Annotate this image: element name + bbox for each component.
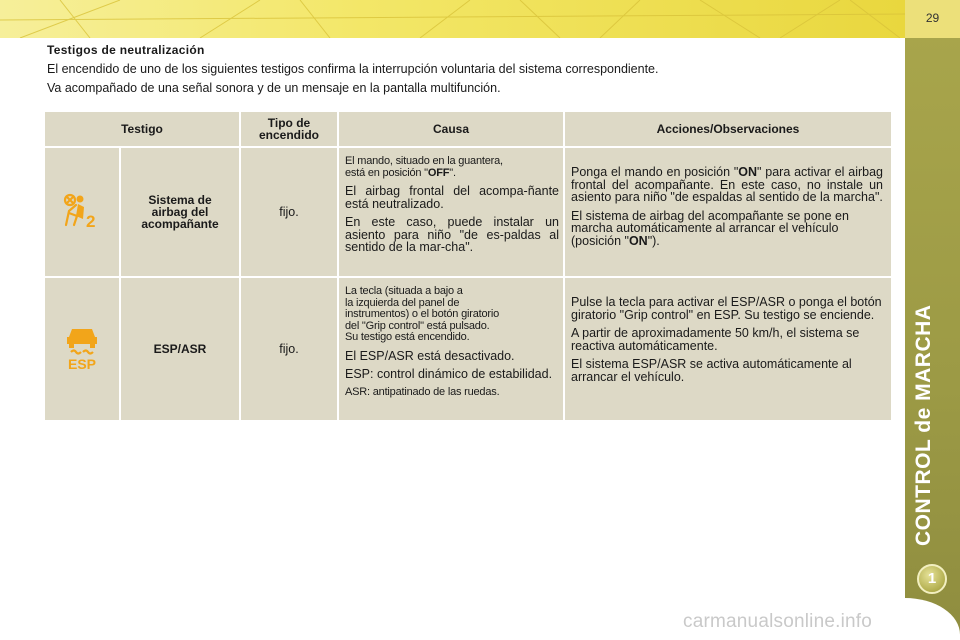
airbag-cause-p3: En este caso, puede instalar un asiento para niño "de es-paldas al sentido de la mar-cha". (345, 215, 559, 254)
esp-cause-p3: ESP: control dinámico de estabilidad. (345, 367, 553, 381)
header-causa: Causa (339, 112, 565, 148)
esp-cause-p2: El ESP/ASR está desactivado. (345, 348, 515, 363)
decorative-lines (0, 0, 905, 38)
header-acciones: Acciones/Observaciones (565, 112, 891, 148)
airbag-action-p2: El sistema de airbag del acompañante se pone en marcha automáticamente al arrancar el vehículo (posición "ON"). (571, 208, 849, 248)
airbag-cause-p2: El airbag frontal del acompa-ñante está neutralizado. (345, 184, 559, 211)
section-heading: Testigos de neutralización (47, 43, 205, 57)
table-row (45, 278, 891, 422)
esp-cause-p4: ASR: antipatinado de las ruedas. (345, 385, 500, 398)
header-band (0, 0, 905, 38)
esp-cause-cell (339, 278, 565, 422)
intro-line-1: El encendido de uno de los siguientes testigos confirma la interrupción voluntaria del sistema correspondiente. (47, 62, 659, 76)
svg-text:2: 2 (86, 211, 96, 231)
esp-action-p1: Pulse la tecla para activar el ESP/ASR o ponga el botón giratorio "Grip control" en ESP. Su testigo se enciende. (571, 295, 882, 322)
esp-off-icon (62, 325, 102, 371)
airbag-tipo-cell: fijo. (241, 148, 339, 278)
watermark: carmanualsonline.info (683, 611, 873, 632)
intro-line-2: Va acompañado de una señal sonora y de un mensaje en la pantalla multifunción. (47, 81, 501, 95)
esp-action-p2: A partir de aproximadamente 50 km/h, el sistema se reactiva automáticamente. (571, 326, 860, 353)
esp-actions-cell (565, 278, 891, 422)
table-header-row (45, 112, 891, 148)
esp-icon-cell (45, 278, 121, 422)
svg-text:ESP: ESP (67, 355, 97, 371)
esp-name-cell: ESP/ASR (121, 278, 241, 422)
table-row (45, 148, 891, 278)
esp-tipo-cell: fijo. (241, 278, 339, 422)
warning-lights-table (45, 112, 891, 422)
page-number: 29 (925, 11, 940, 25)
airbag-cause-cell (339, 148, 565, 278)
airbag-icon-cell (45, 148, 121, 278)
airbag-cause-p1: El mando, situado en la guantera, está en posición "OFF". (345, 155, 503, 179)
airbag-off-icon (60, 191, 104, 231)
airbag-action-p1: Ponga el mando en posición "ON" para activar el airbag frontal del acompañante. En este caso, no instale un asiento para niño "de espaldas al sentido de la marcha". (571, 165, 883, 204)
airbag-actions-cell (565, 148, 891, 278)
header-tipo: Tipo de encendido (241, 112, 339, 148)
header-testigo: Testigo (45, 112, 241, 148)
airbag-name-cell: Sistema de airbag del acompañante (121, 148, 241, 278)
chapter-badge: 1 (917, 564, 947, 594)
esp-cause-p1: La tecla (situada a bajo a la izquierda del panel de instrumentos) o el botón giratorio del "Grip control" está pulsado. Su testigo está encendido. (345, 285, 500, 343)
esp-action-p3: El sistema ESP/ASR se activa automáticamente al arrancar el vehículo. (571, 357, 852, 384)
